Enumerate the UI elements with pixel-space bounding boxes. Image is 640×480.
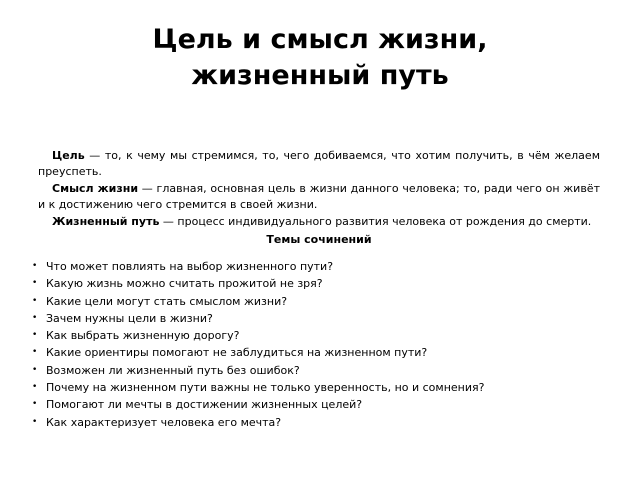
list-item-text: Почему на жизненном пути важны не только уверенность, но и сомнения? (46, 381, 485, 395)
list-item (30, 414, 610, 431)
definition-meaning-of-life (38, 181, 600, 212)
title-line-1: Цель и смысл жизни, (152, 24, 488, 55)
list-item-text: Какие ориентиры помогают не заблудиться на жизненном пути? (46, 346, 428, 360)
definitions-block (38, 148, 600, 249)
list-item-text: Какие цели могут стать смыслом жизни? (46, 294, 288, 308)
bullet-icon: • (32, 295, 38, 306)
list-item (30, 379, 610, 396)
list-item-text: Возможен ли жизненный путь без ошибок? (46, 363, 300, 377)
definition-text: — то, к чему мы стремимся, то, чего добиваемся, что хотим получить, в чём желаем преуспеть. (38, 149, 600, 178)
list-item-text: Зачем нужны цели в жизни? (46, 311, 213, 325)
bullet-icon: • (32, 312, 38, 323)
definition-text: — главная, основная цель в жизни данного человека; то, ради чего он живёт и к достижению чего стремится в своей жизни. (38, 182, 600, 211)
list-item (30, 275, 610, 292)
definition-term: Жизненный путь (52, 215, 160, 228)
list-item (30, 362, 610, 379)
list-item-text: Помогают ли мечты в достижении жизненных целей? (46, 398, 363, 412)
bullet-icon: • (32, 364, 38, 375)
definition-term: Цель (52, 149, 85, 162)
list-item-text: Какую жизнь можно считать прожитой не зря? (46, 277, 323, 291)
list-item (30, 293, 610, 310)
list-item (30, 258, 610, 275)
bullet-icon: • (32, 278, 38, 289)
page-title (0, 22, 640, 94)
list-item-text: Как характеризует человека его мечта? (46, 415, 282, 429)
definition-goal (38, 148, 600, 179)
themes-list (30, 258, 610, 431)
title-line-2: жизненный путь (191, 60, 449, 91)
bullet-icon: • (32, 399, 38, 410)
list-item (30, 396, 610, 413)
list-item (30, 344, 610, 361)
bullet-icon: • (32, 330, 38, 341)
list-item-text: Как выбрать жизненную дорогу? (46, 329, 240, 343)
list-item-text: Что может повлиять на выбор жизненного пути? (46, 260, 334, 273)
definition-term: Смысл жизни (52, 182, 139, 195)
bullet-icon: • (32, 382, 38, 393)
bullet-icon: • (32, 347, 38, 358)
list-item (30, 327, 610, 344)
list-item (30, 310, 610, 327)
bullet-icon: • (32, 261, 38, 271)
bullet-icon: • (32, 416, 38, 427)
definition-life-path (38, 214, 600, 230)
themes-heading: Темы сочинений (266, 232, 372, 246)
definition-text: — процесс индивидуального развития человека от рождения до смерти. (159, 215, 592, 228)
